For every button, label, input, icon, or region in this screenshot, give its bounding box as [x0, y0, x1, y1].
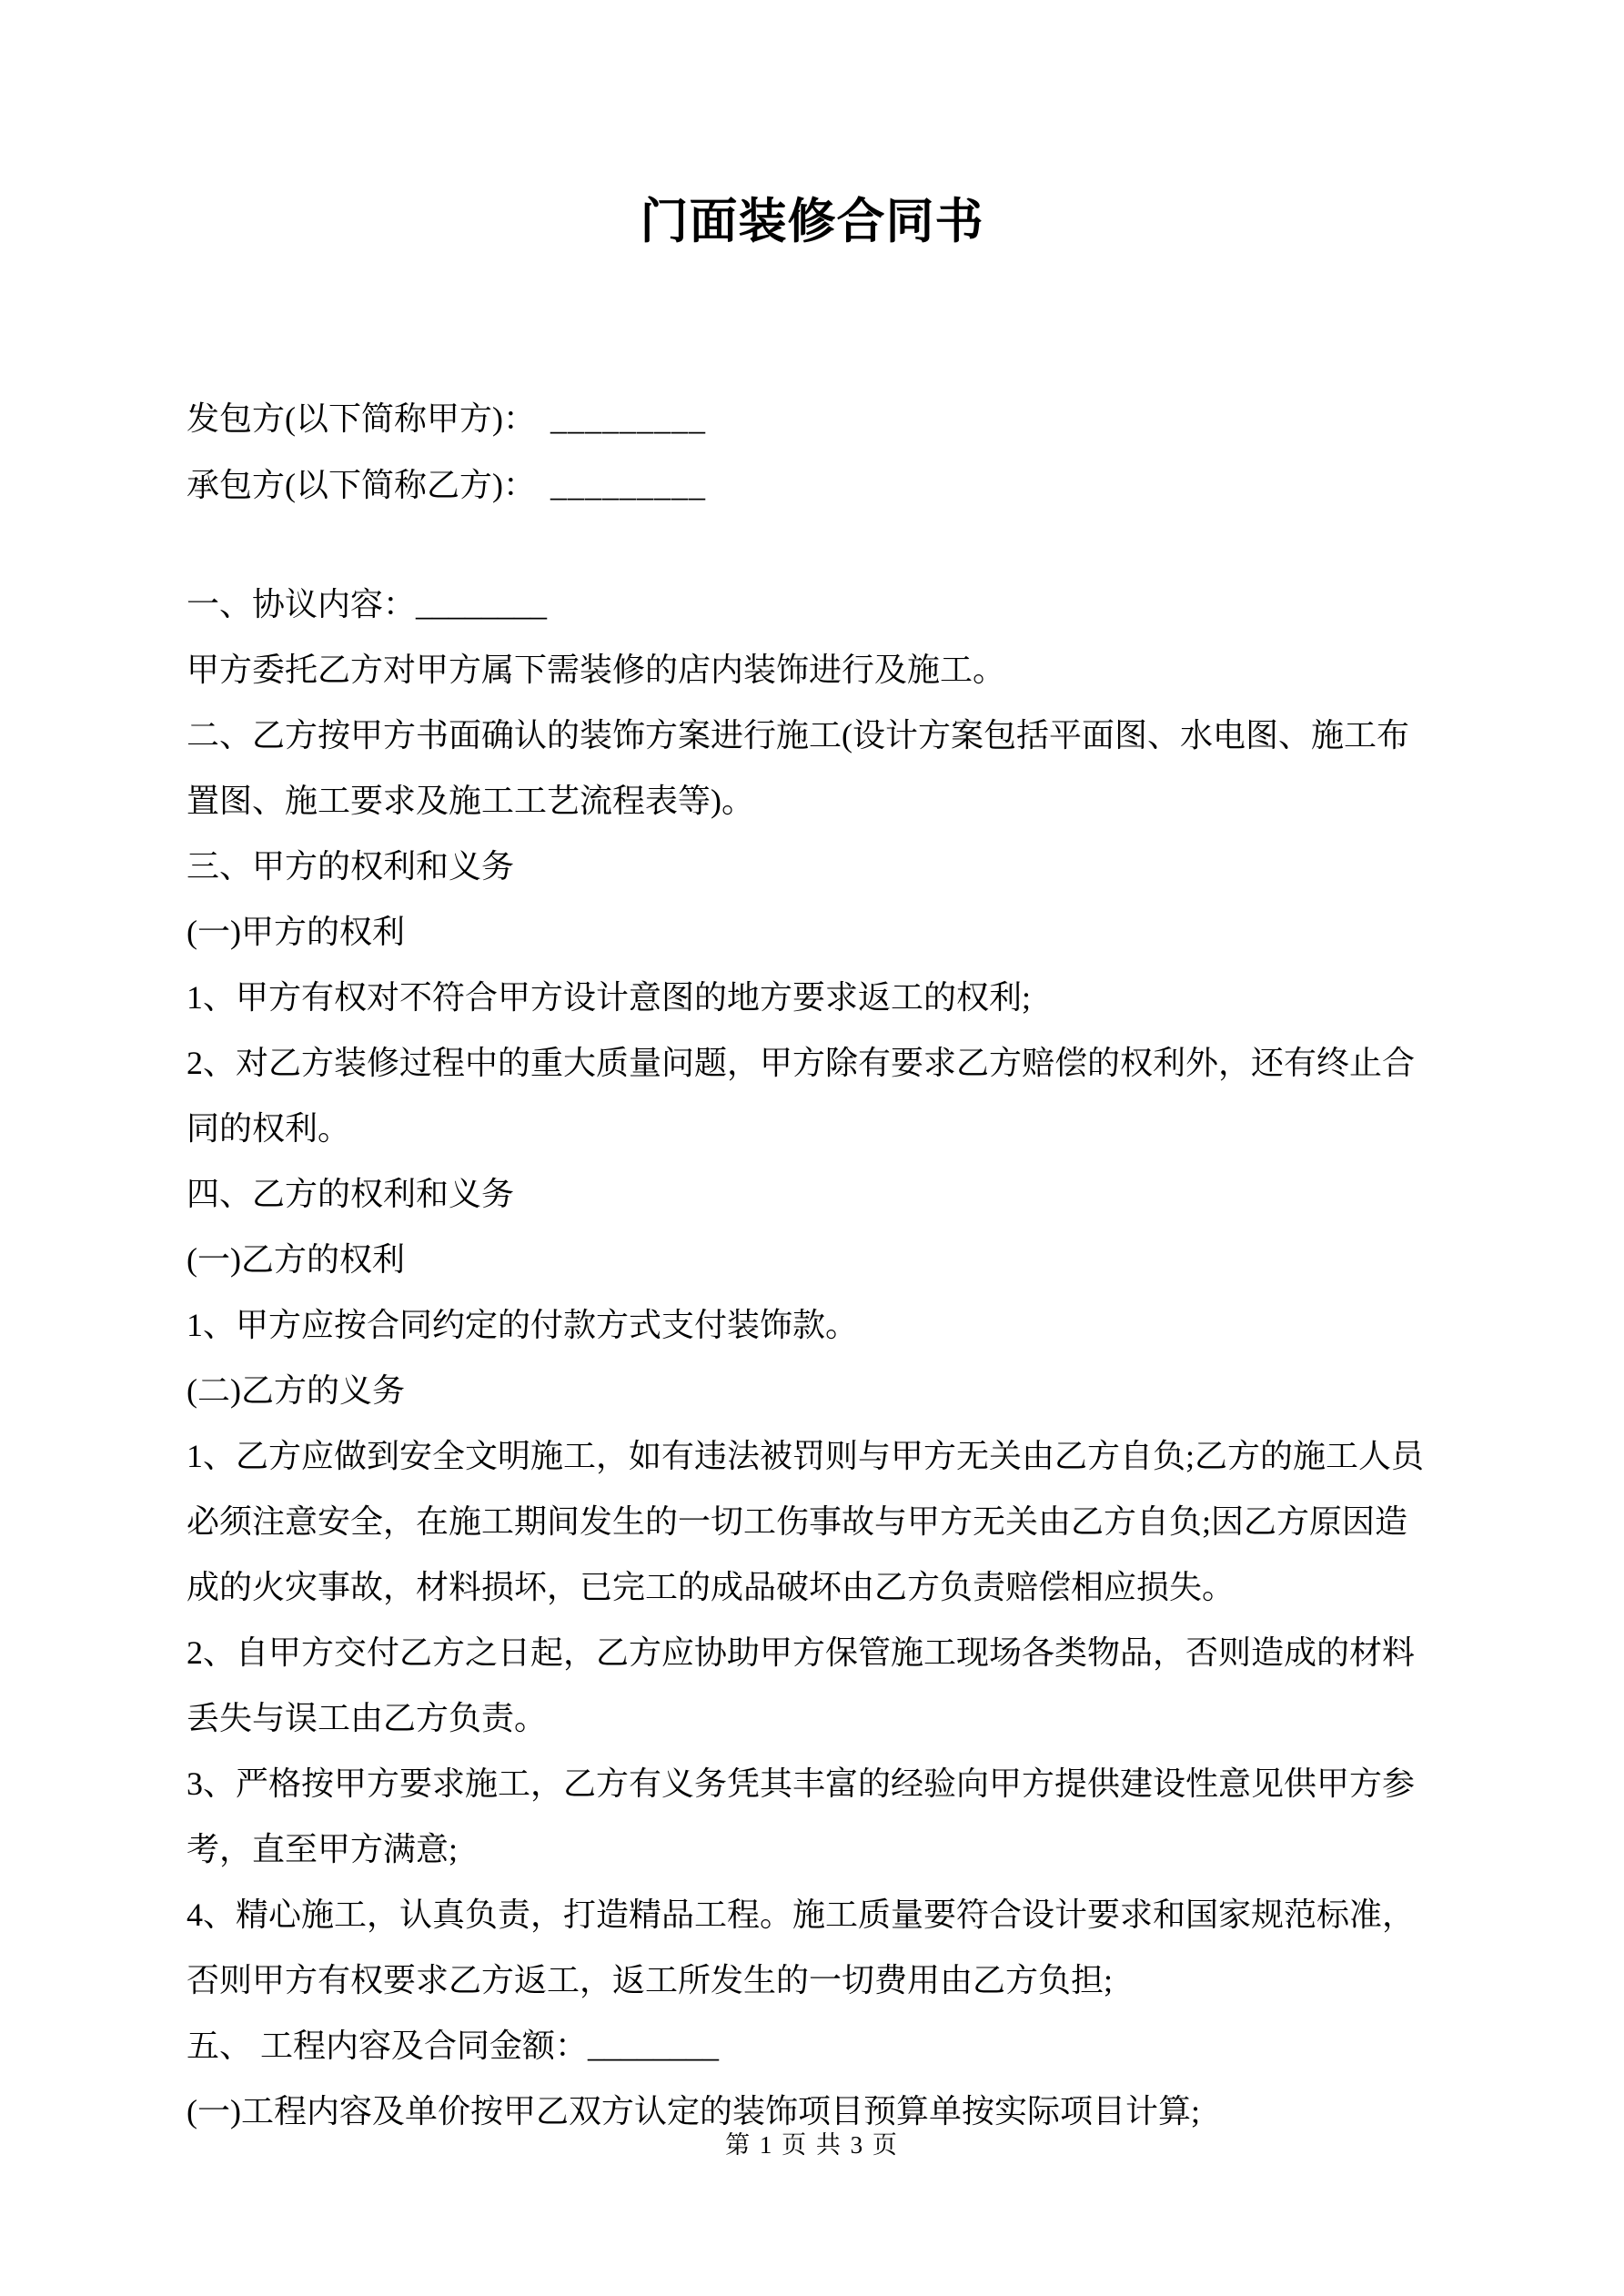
contract-line: 2、自甲方交付乙方之日起，乙方应协助甲方保管施工现场各类物品，否则造成的材料	[187, 1634, 1416, 1671]
contract-line: 3、严格按甲方要求施工，乙方有义务凭其丰富的经验向甲方提供建设性意见供甲方参	[187, 1765, 1416, 1802]
contract-line: 四、乙方的权利和义务	[187, 1176, 515, 1212]
party-b-blank: _________	[550, 467, 706, 503]
contract-line: 二、乙方按甲方书面确认的装饰方案进行施工(设计方案包括平面图、水电图、施工布	[187, 717, 1409, 754]
party-b-line	[187, 452, 1492, 519]
contract-line: 1、甲方应按合同约定的付款方式支付装饰款。	[187, 1307, 859, 1343]
contract-line: 1、甲方有权对不符合甲方设计意图的地方要求返工的权利;	[187, 979, 1032, 1016]
parties-section	[187, 386, 1492, 519]
page-number-footer: 第 1 页 共 3 页	[725, 2131, 899, 2159]
party-a-label: 发包方(以下简称甲方)：	[187, 400, 536, 437]
contract-line: 考，直至甲方满意;	[187, 1831, 459, 1867]
contract-line: 1、乙方应做到安全文明施工，如有违法被罚则与甲方无关由乙方自负;乙方的施工人员	[187, 1438, 1425, 1474]
contract-line: 同的权利。	[187, 1110, 351, 1147]
contract-line: 丢失与误工由乙方负责。	[187, 1700, 548, 1736]
contract-line: 一、协议内容：________	[187, 586, 548, 622]
contract-line: (二)乙方的义务	[187, 1372, 405, 1409]
document-body	[187, 386, 1492, 2144]
contract-line: 2、对乙方装修过程中的重大质量问题，甲方除有要求乙方赔偿的权利外，还有终止合	[187, 1045, 1416, 1081]
contract-line: 三、甲方的权利和义务	[187, 848, 515, 885]
contract-line: 成的火灾事故，材料损坏，已完工的成品破坏由乙方负责赔偿相应损失。	[187, 1569, 1236, 1605]
party-a-line	[187, 386, 1492, 452]
contract-line: 否则甲方有权要求乙方返工，返工所发生的一切费用由乙方负担;	[187, 1962, 1114, 1998]
contract-line: 置图、施工要求及施工工艺流程表等)。	[187, 783, 754, 819]
contract-line: 必须注意安全，在施工期间发生的一切工伤事故与甲方无关由乙方自负;因乙方原因造	[187, 1503, 1408, 1540]
contract-line: 甲方委托乙方对甲方属下需装修的店内装饰进行及施工。	[187, 652, 1006, 688]
contract-line: 五、 工程内容及合同金额：________	[187, 2028, 720, 2064]
contract-line: (一)乙方的权利	[187, 1241, 405, 1278]
contract-line: 4、精心施工，认真负责，打造精品工程。施工质量要符合设计要求和国家规范标准，	[187, 1896, 1416, 1933]
party-a-blank: _________	[550, 400, 706, 437]
party-b-label: 承包方(以下简称乙方)：	[187, 467, 536, 503]
contract-line: (一)甲方的权利	[187, 914, 405, 950]
contract-line: (一)工程内容及单价按甲乙双方认定的装饰项目预算单按实际项目计算;	[187, 2093, 1200, 2129]
document-title: 门面装修合同书	[640, 196, 984, 248]
contract-terms	[187, 571, 1492, 2144]
